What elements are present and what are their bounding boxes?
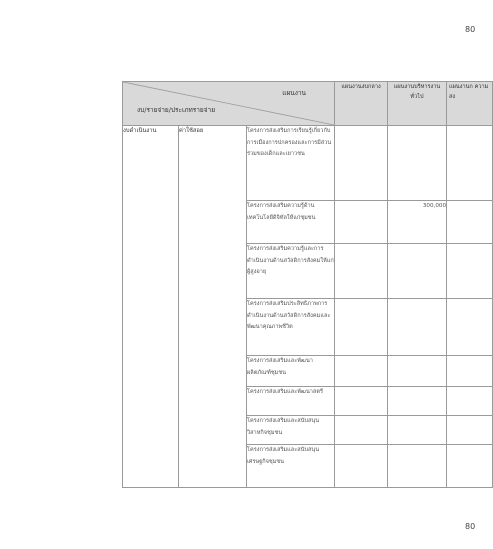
central-amount — [335, 126, 388, 201]
central-amount — [335, 201, 388, 244]
general-admin-amount — [388, 244, 447, 299]
expense-type-header-label: งบ/รายจ่าย/ประเภทรายจ่าย — [137, 106, 216, 114]
table-header-row — [123, 82, 493, 126]
general-admin-amount — [388, 416, 447, 445]
general-admin-column-header: แผนงานบริหารงานทั่วไป — [388, 82, 447, 126]
central-amount — [335, 416, 388, 445]
page-number-bottom: 80 — [465, 522, 476, 531]
general-admin-amount — [388, 126, 447, 201]
project-name: โครงการส่งเสริมและพัฒนาผลิตภัณฑ์ชุมชน — [247, 356, 335, 387]
budget-table — [122, 81, 493, 488]
central-budget-column-header: แผนงานงบกลาง — [335, 82, 388, 126]
social-column-header: แผนงานก ความสง — [447, 82, 493, 126]
plan-header-label: แผนงาน — [282, 89, 307, 97]
general-admin-amount: 300,000 — [388, 201, 447, 244]
table-row — [123, 126, 493, 201]
page-number-top: 80 — [465, 25, 476, 34]
social-amount — [447, 126, 493, 201]
central-amount — [335, 356, 388, 387]
social-amount — [447, 356, 493, 387]
budget-category-cell: งบดำเนินงาน — [123, 126, 179, 488]
social-amount — [447, 201, 493, 244]
general-admin-amount — [388, 387, 447, 416]
expense-type-cell: ค่าใช้สอย — [179, 126, 247, 488]
central-amount — [335, 244, 388, 299]
social-amount — [447, 445, 493, 488]
social-amount — [447, 244, 493, 299]
social-amount — [447, 299, 493, 356]
project-name: โครงการส่งเสริมประสิทธิภาพการดำเนินงานด้านสวัสดิการสังคมและพัฒนาคุณภาพชีวิต — [247, 299, 335, 356]
project-name: โครงการส่งเสริมความรู้ด้านเทคโนโลยีดิจิทัลให้แก่ชุมชน — [247, 201, 335, 244]
project-name: โครงการส่งเสริมการเรียนรู้เกี่ยวกับการเมืองการปกครองและการมีส่วนร่วมของเด็กและเยาวชน — [247, 126, 335, 201]
general-admin-amount — [388, 356, 447, 387]
central-amount — [335, 445, 388, 488]
central-amount — [335, 299, 388, 356]
header-corner-cell — [123, 82, 335, 126]
general-admin-amount — [388, 445, 447, 488]
project-name: โครงการส่งเสริมและสนับสนุนเศรษฐกิจชุมชน — [247, 445, 335, 488]
project-name: โครงการส่งเสริมและพัฒนาสตรี — [247, 387, 335, 416]
general-admin-amount — [388, 299, 447, 356]
social-amount — [447, 416, 493, 445]
social-amount — [447, 387, 493, 416]
central-amount — [335, 387, 388, 416]
project-name: โครงการส่งเสริมและสนับสนุนวิสาหกิจชุมชน — [247, 416, 335, 445]
project-name: โครงการส่งเสริมความรู้และการดำเนินงานด้านสวัสดิการสังคมให้แก่ผู้สูงอายุ — [247, 244, 335, 299]
